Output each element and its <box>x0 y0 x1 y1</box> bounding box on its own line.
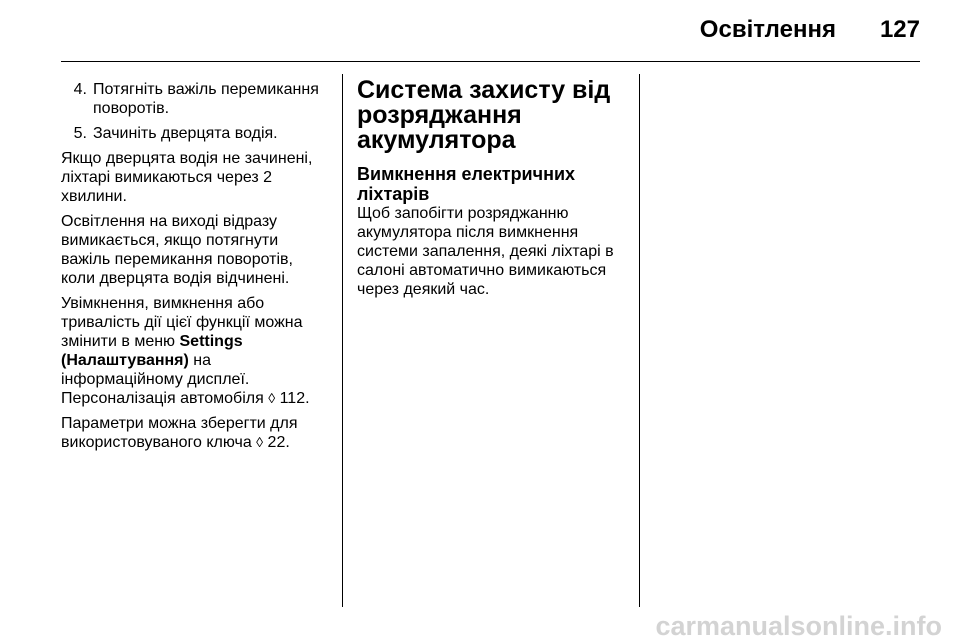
page-header <box>700 14 920 46</box>
paragraph-exit-lighting: Освітлення на виході відразу вимикається, якщо потягнути важіль перемикання поворотів, коли дверцята водія відчинені. <box>61 213 293 287</box>
step-item <box>61 80 331 118</box>
step-number: 4. <box>73 81 87 98</box>
page-number: 127 <box>879 16 920 43</box>
section-body: Щоб запобігти розряджанню акумулятора після вимкнення системи запалення, деякі ліхтарі в салоні автоматично вимикаються через деякий час. <box>357 205 614 298</box>
column-divider-right <box>639 74 640 607</box>
step-text: Зачиніть дверцята водія. <box>93 125 278 142</box>
paragraph-settings <box>61 294 331 408</box>
middle-column <box>357 76 629 299</box>
page-ref-number: 112. <box>275 390 310 407</box>
paragraph-text: Увімкнення, вимкнення або тривалість дії цієї функції можна змінити в меню <box>61 295 303 350</box>
header-rule <box>61 61 920 62</box>
paragraph-text: Параметри можна зберегти для використовуваного ключа <box>61 415 298 451</box>
page-ref-icon: ◊ <box>256 434 264 450</box>
page-ref-icon: ◊ <box>268 390 276 406</box>
step-number: 5. <box>73 125 87 142</box>
step-item <box>61 124 331 143</box>
column-divider-left <box>342 74 343 607</box>
page-title: Освітлення <box>699 16 836 43</box>
page-ref-number: 22. <box>263 434 290 451</box>
step-text: Потягніть важіль перемикання поворотів. <box>93 81 319 117</box>
paragraph-key <box>61 414 331 452</box>
menu-name-settings: Settings <box>179 333 243 350</box>
paragraph-door-open: Якщо дверцята водія не зачинені, ліхтарі вимикаються через 2 хвилини. <box>61 150 313 205</box>
left-column <box>61 80 331 458</box>
watermark: carmanualsonline.info <box>655 611 942 641</box>
subsection-title: Вимкнення електричних ліхтарів <box>357 164 576 204</box>
section-title: Система захисту від розряджання акумулятора <box>357 76 611 154</box>
paragraph-text: на інформаційному дисплеї. Персоналізація автомобіля <box>61 352 269 407</box>
menu-name-settings-uk: (Налаштування) <box>61 352 189 369</box>
